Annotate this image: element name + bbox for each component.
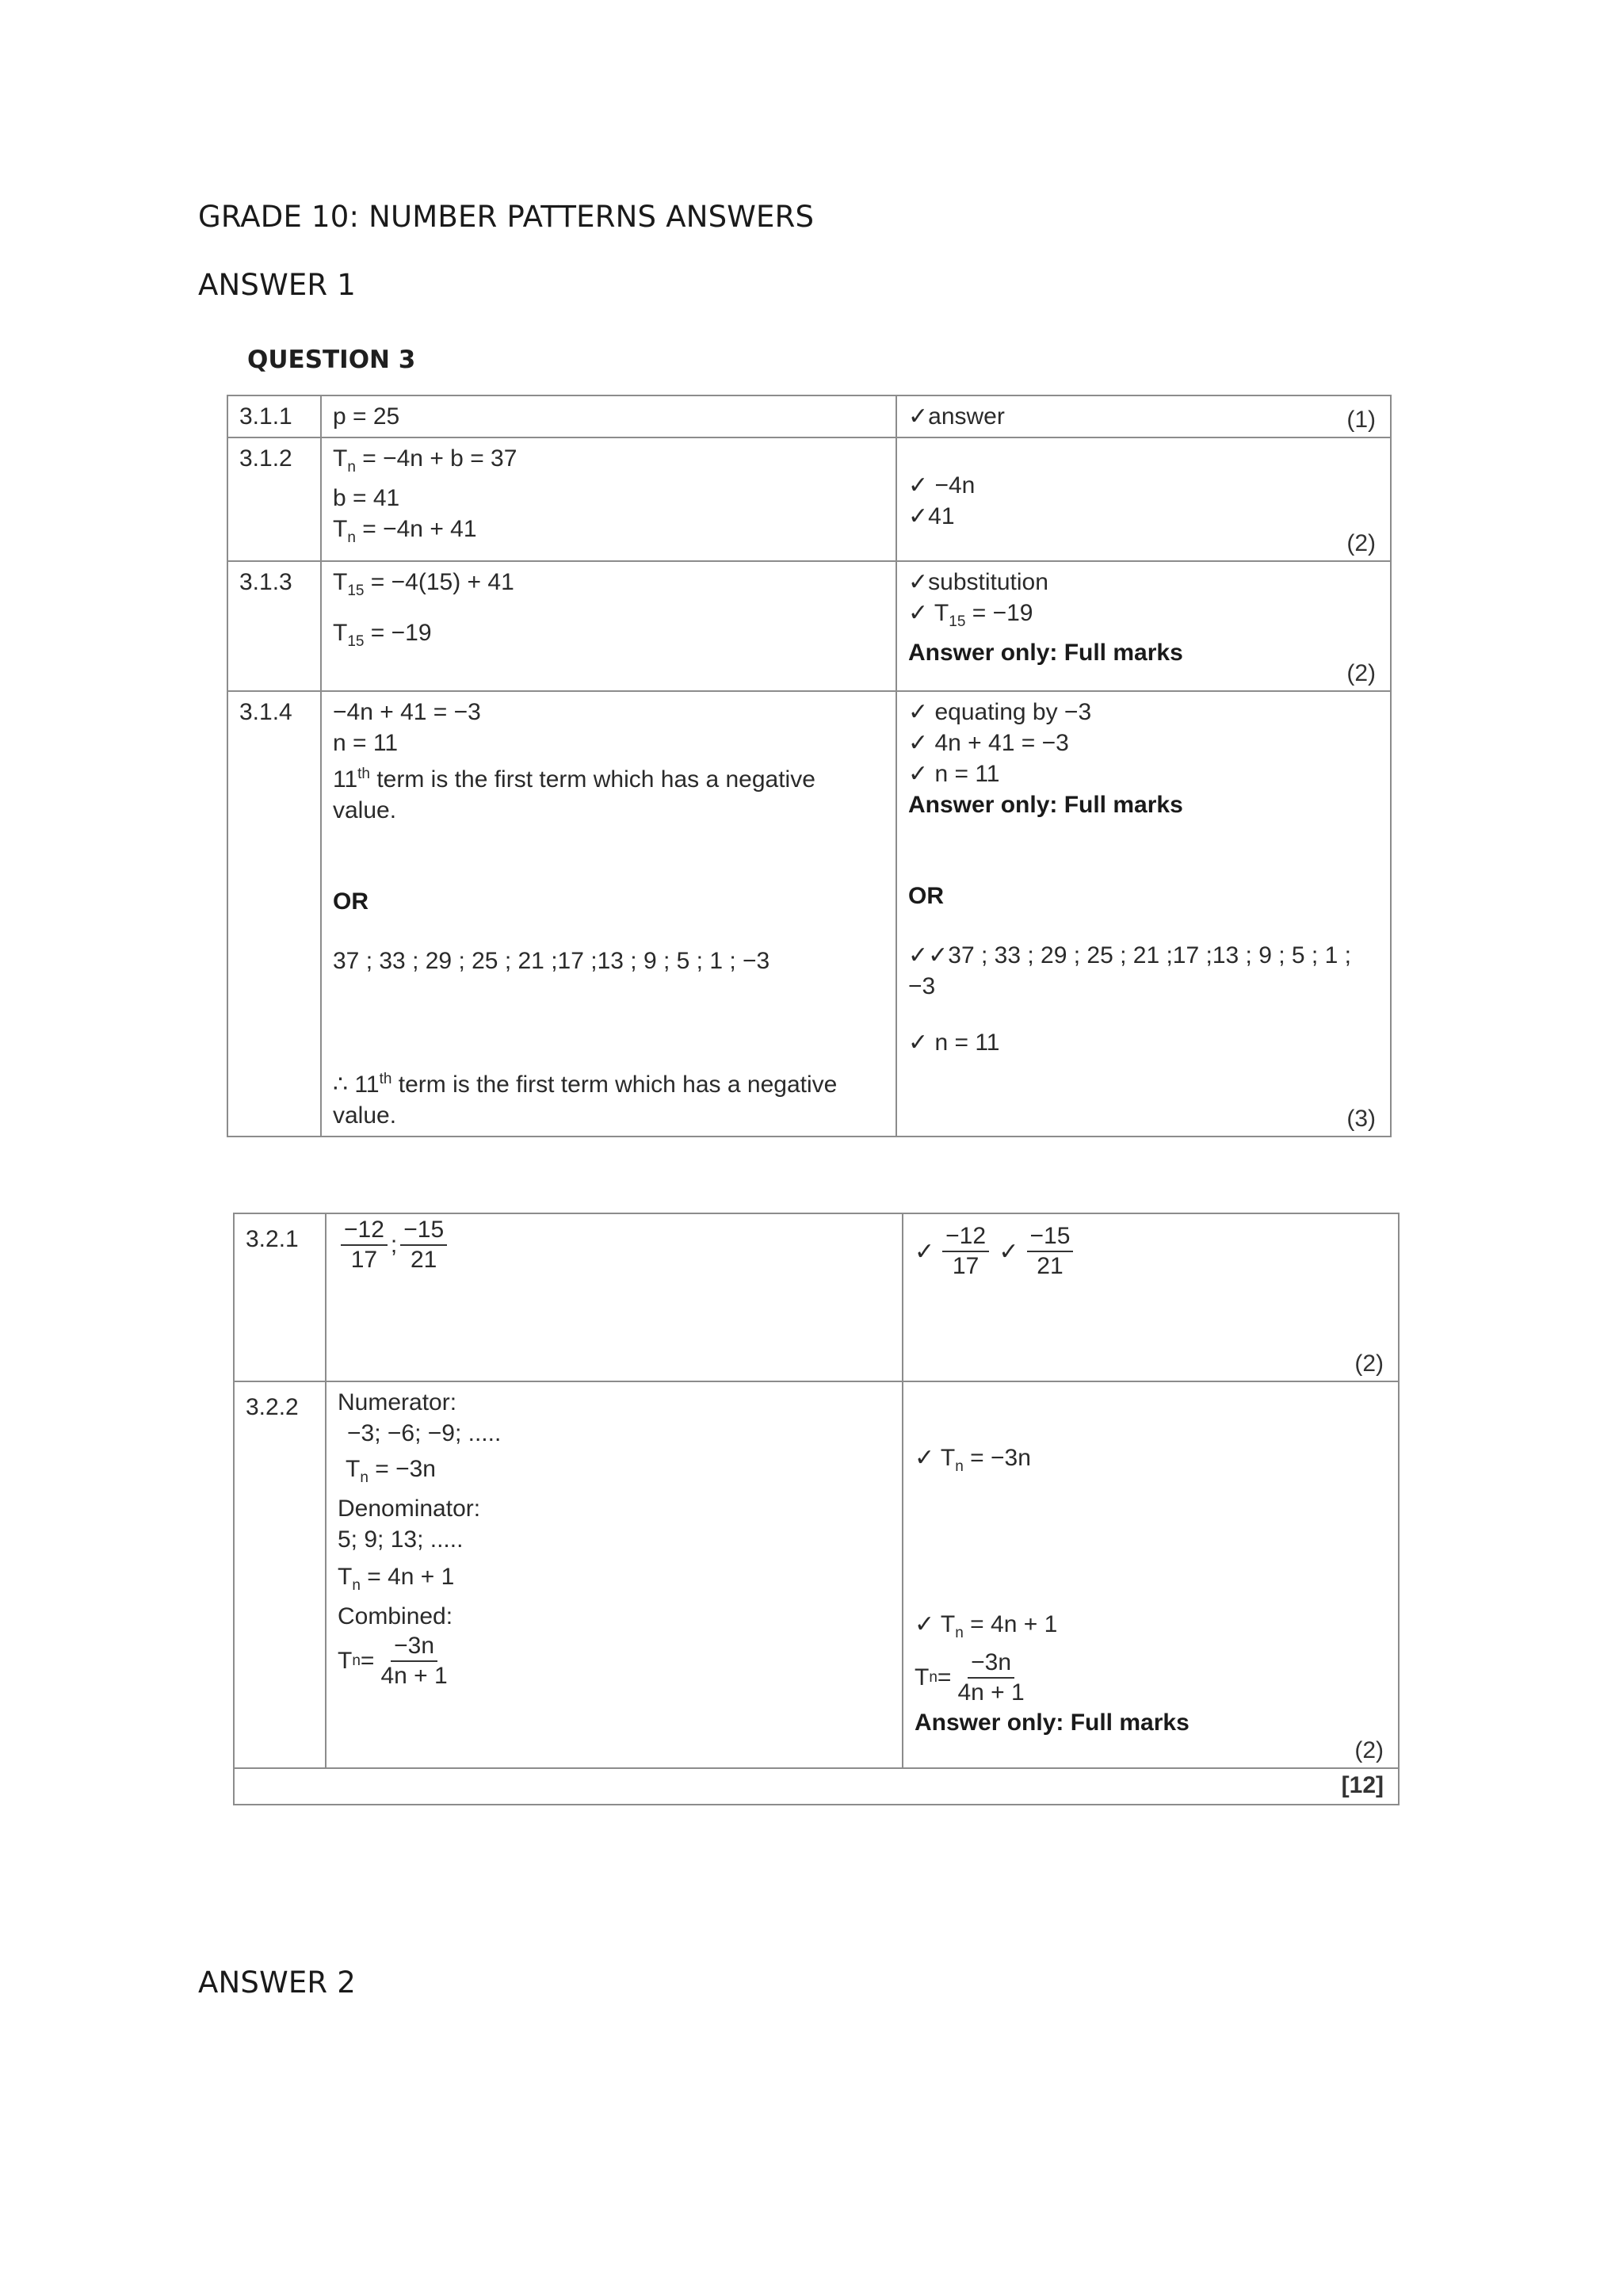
- question-number: 3.1.4: [239, 699, 292, 725]
- conclusion-line: value.: [333, 1102, 397, 1129]
- mark-allocation: ✓✓37 ; 33 ; 29 ; 25 ; 21 ;17 ;13 ; 9 ; 5 ; 1 ;: [908, 942, 1351, 968]
- answer-2-heading: ANSWER 2: [198, 1966, 357, 2000]
- solution-line: value.: [333, 797, 397, 823]
- mark-allocation: [915, 1222, 992, 1281]
- sequence-line: 37 ; 33 ; 29 ; 25 ; 21 ;17 ;13 ; 9 ; 5 ; 1 ; −3: [333, 948, 770, 974]
- marks-total: (2): [1346, 660, 1376, 686]
- table-row-3-1-4: [227, 691, 1391, 1137]
- combined-formula: T n = $\frac{-3n}{4n + 1}$: [338, 1632, 454, 1690]
- question-3-2-table: [233, 1213, 1400, 1805]
- grand-total: [12]: [1341, 1772, 1384, 1798]
- table-row-3-1-1: [227, 395, 1391, 437]
- document-title: GRADE 10: NUMBER PATTERNS ANSWERS: [198, 200, 815, 234]
- marks-total: (1): [1346, 407, 1376, 433]
- question-number: 3.1.2: [239, 445, 292, 472]
- mark-allocation: ✓answer: [908, 403, 1005, 430]
- question-number: 3.1.1: [239, 403, 292, 430]
- answer-1-heading: ANSWER 1: [198, 268, 357, 302]
- solution-line: $T_n = -4n + 41$: [333, 516, 477, 546]
- mark-allocation: ✓ $T_n = -3n$: [915, 1445, 1031, 1475]
- answer-fractions: $\frac{-12}{17}$ ; $\frac{-15}{21}$: [338, 1216, 450, 1274]
- solution-line: b = 41: [333, 485, 400, 511]
- solution-line: n = 11: [333, 730, 399, 756]
- check-icon: ✓: [915, 1238, 935, 1265]
- answer-only-note: Answer only: Full marks: [908, 792, 1183, 818]
- table-row-3-2-1: [234, 1213, 1399, 1381]
- or-separator: OR: [333, 888, 369, 915]
- conclusion-line: ∴ 11th term is the first term which has a negative: [333, 1071, 838, 1098]
- check-icon: ✓: [999, 1238, 1019, 1265]
- mark-allocation: −3: [908, 973, 936, 999]
- fraction: $\frac{-15}{21}$: [400, 1216, 447, 1274]
- question-number: 3.2.1: [246, 1226, 299, 1252]
- question-3-1-table: [227, 395, 1392, 1137]
- mark-allocation: ✓substitution: [908, 569, 1048, 595]
- solution-line: $T_{15} = -19$: [333, 620, 432, 650]
- marks-total: (2): [1354, 1350, 1384, 1377]
- mark-allocation: ✓ equating by −3: [908, 699, 1092, 725]
- fraction: $\frac{-15}{21}$: [1027, 1222, 1074, 1281]
- or-separator: OR: [908, 883, 944, 909]
- solution-line: $T_{15} = -4(15) + 41$: [333, 569, 514, 599]
- solution-line: Denominator:: [338, 1496, 481, 1522]
- fraction: $\frac{-3n}{4n + 1}$: [380, 1633, 448, 1689]
- solution-line: −4n + 41 = −3: [333, 699, 481, 725]
- question-3-label: QUESTION 3: [247, 346, 416, 374]
- marks-total: (2): [1354, 1737, 1384, 1763]
- mark-allocation: ✓ n = 11: [908, 761, 1000, 787]
- solution-line: 11th term is the first term which has a negative: [333, 766, 815, 793]
- solution-line: $T_n = -4n + b = 37$: [333, 445, 517, 476]
- mark-allocation: ✓ $T_{15} = -19$: [908, 600, 1033, 630]
- mark-allocation: ✓41: [908, 503, 955, 529]
- fraction: $\frac{-12}{17}$: [942, 1222, 989, 1281]
- solution-line: Numerator:: [338, 1389, 457, 1415]
- question-number: 3.1.3: [239, 569, 292, 595]
- mark-allocation: [999, 1222, 1076, 1281]
- solution-line: −3; −6; −9; .....: [347, 1420, 502, 1446]
- mark-allocation: ✓ n = 11: [908, 1030, 1000, 1056]
- table-row-3-1-3: [227, 561, 1391, 691]
- mark-allocation: ✓ −4n: [908, 472, 976, 499]
- solution-line: $T_n = -3n$: [346, 1456, 436, 1486]
- question-number: 3.2.2: [246, 1394, 299, 1420]
- marks-total: (2): [1346, 530, 1376, 556]
- fraction: $\frac{-3n}{4n + 1}$: [957, 1649, 1025, 1706]
- fraction: $\frac{-12}{17}$: [341, 1216, 388, 1274]
- answer-only-note: Answer only: Full marks: [908, 640, 1183, 666]
- mark-allocation: ✓ 4n + 41 = −3: [908, 730, 1069, 756]
- answer-only-note: Answer only: Full marks: [915, 1710, 1190, 1736]
- table-row-grand-total: [234, 1768, 1399, 1805]
- solution-line: $T_n = 4n + 1$: [338, 1564, 455, 1594]
- mark-allocation: ✓ $T_n = 4n + 1$: [915, 1611, 1058, 1641]
- table-row-3-2-2: [234, 1381, 1399, 1768]
- table-row-3-1-2: [227, 437, 1391, 561]
- solution-line: Combined:: [338, 1603, 453, 1629]
- solution-line: 5; 9; 13; .....: [338, 1526, 464, 1553]
- marks-total: (3): [1346, 1106, 1376, 1132]
- mark-allocation: T n = $\frac{-3n}{4n + 1}$: [915, 1648, 1031, 1707]
- solution-line: p = 25: [333, 403, 400, 430]
